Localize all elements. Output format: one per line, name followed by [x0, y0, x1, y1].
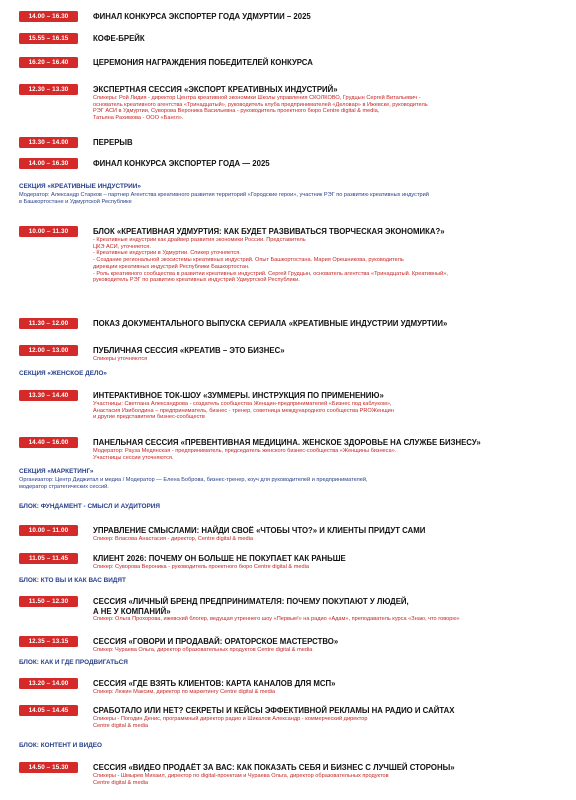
session-title: СЕССИЯ «ЛИЧНЫЙ БРЕНД ПРЕДПРИНИМАТЕЛЯ: ПОЧЕМУ ПОКУПАЮТ У ЛЮДЕЙ,: [93, 597, 409, 606]
session-speakers: основатель креативного агентства «Тринадцатый», руководитель клуба предпринимателей «Деловар» в Ижевске, руководитель: [93, 101, 428, 108]
time-badge: 14.00 – 16.30: [19, 158, 78, 169]
session-title: ФИНАЛ КОНКУРСА ЭКСПОРТЕР ГОДА УДМУРТИИ – 2025: [93, 12, 311, 21]
session-speakers: - Креативные индустрии как драйвер развития экономики России. Представитель: [93, 237, 306, 243]
time-badge: 13.30 – 14.00: [19, 137, 78, 148]
section-moderator: в Башкортостане и Удмуртской Республике: [19, 198, 132, 205]
section-heading: СЕКЦИЯ «КРЕАТИВНЫЕ ИНДУСТРИИ»: [19, 183, 141, 190]
session-speakers: - Креативные индустрии в Удмуртии. Спикер уточняется.: [93, 250, 241, 257]
session-speakers: Модератор: Рауза Медянская - предприниматель, председатель женского бизнес-сообщества «Женщины бизнеса».: [93, 448, 397, 454]
time-badge: 15.55 – 16.15: [19, 33, 78, 44]
section-heading: БЛОК: КТО ВЫ И КАК ВАС ВИДЯТ: [19, 577, 126, 584]
session-speakers: дирекции креативных индустрий Республики Башкортостан.: [93, 263, 250, 270]
session-speakers: Спикеры: Рой Лидия - директор Центра креативной экономики Школы управления СКОЛКОВО, Грудцын Сергей Витальевич -: [93, 95, 421, 101]
session-title: ПЕРЕРЫВ: [93, 138, 133, 147]
session-title: КОФЕ-БРЕЙК: [93, 34, 145, 43]
session-speakers: - Роль креативного сообщества в развитии креативных индустрий. Сергей Грудцын, основатель агентства «Тринадцатый. Креативный»,: [93, 270, 448, 277]
session-title: СЕССИЯ «ВИДЕО ПРОДАЁТ ЗА ВАС: КАК ПОКАЗАТЬ СЕБЯ И БИЗНЕС С ЛУЧШЕЙ СТОРОНЫ»: [93, 763, 455, 772]
session-title-cont: А НЕ У КОМПАНИЙ»: [93, 607, 171, 616]
session-speakers: Спикеры уточняются: [93, 356, 148, 362]
session-speakers: Спикер: Люкин Максим, директор по маркетингу Centre digital & media: [93, 689, 276, 695]
session-title: ЦЕРЕМОНИЯ НАГРАЖДЕНИЯ ПОБЕДИТЕЛЕЙ КОНКУРСА: [93, 58, 313, 67]
session-title: СРАБОТАЛО ИЛИ НЕТ? СЕКРЕТЫ И КЕЙСЫ ЭФФЕКТИВНОЙ РЕКЛАМЫ НА РАДИО И САЙТАХ: [93, 706, 455, 715]
section-heading: БЛОК: ФУНДАМЕНТ - СМЫСЛ И АУДИТОРИЯ: [19, 503, 160, 510]
session-speakers: Спикер: Суворова Вероника - руководитель проектного бюро Centre digital & media: [93, 564, 309, 570]
section-moderator: модератор стратегических сессий.: [19, 483, 109, 490]
session-speakers: ЦКЭ АСИ, уточняется.: [93, 243, 151, 250]
time-badge: 12.00 – 13.00: [19, 345, 78, 356]
session-speakers: Анастасия Изиболдина – предприниматель, бизнес - тренер, советница международного сообщества PROЖенщин: [93, 407, 394, 414]
time-badge: 11.30 – 12.00: [19, 318, 78, 329]
session-title: СЕССИЯ «ГДЕ ВЗЯТЬ КЛИЕНТОВ: КАРТА КАНАЛОВ ДЛЯ МСП»: [93, 679, 336, 688]
session-title: ПУБЛИЧНАЯ СЕССИЯ «КРЕАТИВ – ЭТО БИЗНЕС»: [93, 346, 285, 355]
time-badge: 10.00 – 11.30: [19, 226, 78, 237]
section-heading: БЛОК: КОНТЕНТ И ВИДЕО: [19, 742, 103, 749]
session-title: ПАНЕЛЬНАЯ СЕССИЯ «ПРЕВЕНТИВНАЯ МЕДИЦИНА. ЖЕНСКОЕ ЗДОРОВЬЕ НА СЛУЖБЕ БИЗНЕСУ»: [93, 438, 481, 447]
session-speakers: руководитель РЭГ по развитию креативных индустрий Удмуртской Республики.: [93, 277, 300, 284]
session-title: БЛОК «КРЕАТИВНАЯ УДМУРТИЯ: КАК БУДЕТ РАЗВИВАТЬСЯ ТВОРЧЕСКАЯ ЭКОНОМИКА?»: [93, 227, 445, 236]
time-badge: 13.30 – 14.40: [19, 390, 78, 401]
section-heading: БЛОК: КАК И ГДЕ ПРОДВИГАТЬСЯ: [19, 659, 128, 666]
time-badge: 11.50 – 12.30: [19, 596, 78, 607]
session-speakers: Татьяна Рахимова - ООО «Бангл».: [93, 115, 184, 122]
session-speakers: Спикер: Власова Анастасия - директор, Centre digital & media: [93, 536, 253, 542]
session-speakers: Спикер: Чураева Ольга, директор образовательных продуктов Centre digital & media: [93, 647, 313, 653]
section-heading: СЕКЦИЯ «МАРКЕТИНГ»: [19, 468, 94, 475]
session-title: ПОКАЗ ДОКУМЕНТАЛЬНОГО ВЫПУСКА СЕРИАЛА «КРЕАТИВНЫЕ ИНДУСТРИИ УДМУРТИИ»: [93, 319, 448, 328]
session-title: СЕССИЯ «ГОВОРИ И ПРОДАВАЙ: ОРАТОРСКОЕ МАСТЕРСТВО»: [93, 637, 339, 646]
session-title: УПРАВЛЕНИЕ СМЫСЛАМИ: НАЙДИ СВОЁ «ЧТОБЫ ЧТО?» И КЛИЕНТЫ ПРИДУТ САМИ: [93, 526, 426, 535]
section-moderator: Организатор: Центр Диджитал и медиа / Модератор — Елена Боброва, бизнес-тренер, коуч для руководителей и предпринимателей,: [19, 477, 368, 483]
session-speakers: РЭГ АСИ в Удмуртии, Суворова Вероника Васильевна - руководитель проектного бюро Centre digital & media,: [93, 108, 380, 115]
time-badge: 16.20 – 16.40: [19, 57, 78, 68]
section-heading: СЕКЦИЯ «ЖЕНСКОЕ ДЕЛО»: [19, 370, 107, 377]
session-speakers: - Создание региональной экосистемы креативных индустрий. Опыт Башкортостана. Мария Орешникова, руководитель: [93, 257, 404, 264]
session-speakers: Спикеры - Погодин Денис, программный директор радио и Шикалов Александр - коммерческий директор: [93, 716, 368, 722]
session-speakers: Участницы: Светлана Александрова - создатель сообщества Женщин-предпринимателей «Бизнес под каблуком»,: [93, 401, 392, 407]
section-moderator: Модератор: Александр Старков – партнер Агентства креативного развития территорий «Городские герои», участник РЭГ по развитию креативных индустрий: [19, 192, 429, 198]
time-badge: 10.00 – 11.00: [19, 525, 78, 536]
time-badge: 12.30 – 13.30: [19, 84, 78, 95]
session-speakers: и другие представители бизнес-сообществ: [93, 414, 205, 421]
time-badge: 14.00 – 16.30: [19, 11, 78, 22]
session-title: ИНТЕРАКТИВНОЕ ТОК-ШОУ «ЗУММЕРЫ. ИНСТРУКЦИЯ ПО ПРИМЕНЕНИЮ»: [93, 391, 384, 400]
time-badge: 13.20 – 14.00: [19, 678, 78, 689]
time-badge: 11.05 – 11.45: [19, 553, 78, 564]
session-title: КЛИЕНТ 2026: ПОЧЕМУ ОН БОЛЬШЕ НЕ ПОКУПАЕТ КАК РАНЬШЕ: [93, 554, 346, 563]
time-badge: 12.35 – 13.15: [19, 636, 78, 647]
session-speakers: Centre digital & media: [93, 779, 149, 786]
session-title: ФИНАЛ КОНКУРСА ЭКСПОРТЕР ГОДА — 2025: [93, 159, 270, 168]
session-speakers: Участницы сессии уточняются.: [93, 454, 174, 461]
time-badge: 14.40 – 16.00: [19, 437, 78, 448]
time-badge: 14.50 – 15.30: [19, 762, 78, 773]
session-speakers: Centre digital & media: [93, 722, 149, 729]
session-speakers: Спикер: Ольга Прохорова, ижевский блогер, ведущая утреннего шоу «Первые!» на радио «Адам», преподаватель курса «Знаю, что говорю»: [93, 616, 460, 622]
time-badge: 14.05 – 14.45: [19, 705, 78, 716]
session-speakers: Спикеры - Шмырев Михаил, директор по digital-проектам и Чураева Ольга, директор образовательных продуктов: [93, 773, 389, 779]
session-title: ЭКСПЕРТНАЯ СЕССИЯ «ЭКСПОРТ КРЕАТИВНЫХ ИНДУСТРИЙ»: [93, 85, 338, 94]
